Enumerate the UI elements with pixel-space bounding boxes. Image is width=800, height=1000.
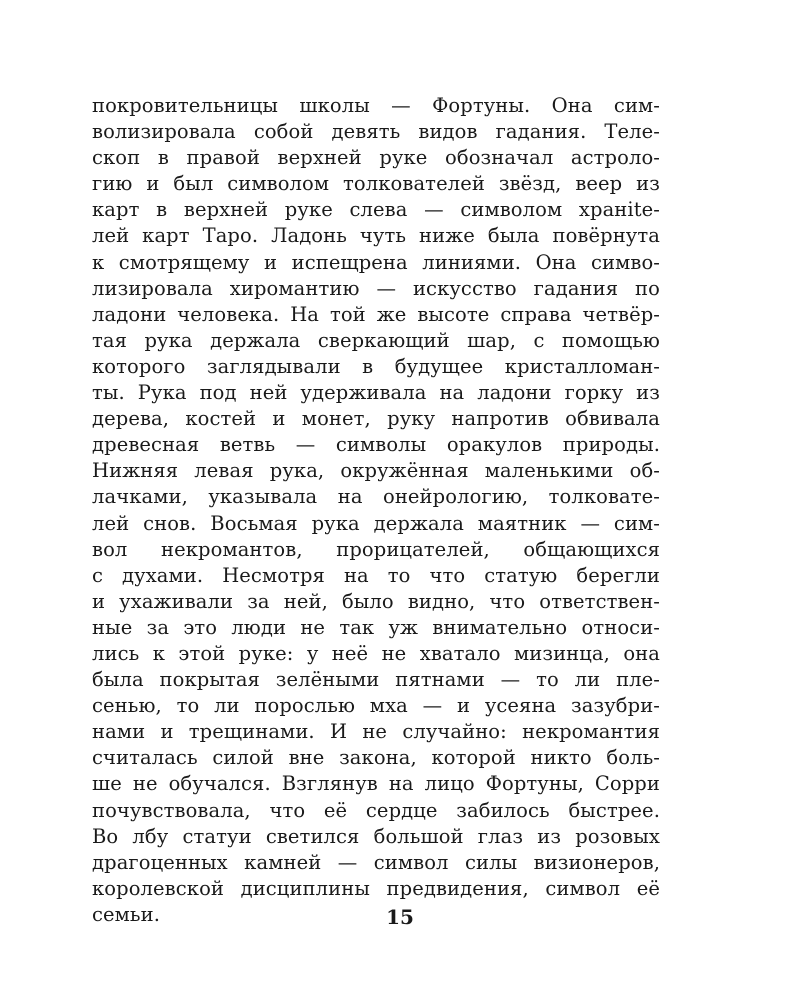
page-number: 15 xyxy=(386,905,414,929)
text-line: ладони человека. На той же высоте справа четвёр- xyxy=(92,302,660,326)
text-line: сенью, то ли порослью мха — и усеяна зазубри- xyxy=(92,694,660,718)
text-line: драгоценных камней — символ силы визионеров, xyxy=(92,850,660,874)
text-line: лей карт Таро. Ладонь чуть ниже была повёрнута xyxy=(92,224,660,248)
text-line: Нижняя левая рука, окружённая маленькими об- xyxy=(92,459,660,483)
text-line: ные за это люди не так уж внимательно относи- xyxy=(92,615,660,639)
text-line: Во лбу статуи светился большой глаз из розовых xyxy=(92,824,660,848)
text-line: тая рука держала сверкающий шар, с помощью xyxy=(92,328,660,352)
text-line: лизировала хиромантию — искусство гадания по xyxy=(92,276,660,300)
text-line: дерева, костей и монет, руку напротив обвивала xyxy=(92,407,660,431)
text-line: с духами. Несмотря на то что статую берегли xyxy=(92,563,660,587)
text-line: нами и трещинами. И не случайно: некромантия xyxy=(92,720,660,744)
text-line: и ухаживали за ней, было видно, что ответствен- xyxy=(92,589,660,613)
text-line: карт в верхней руке слева — символом хранite- xyxy=(92,198,660,222)
text-line: покровительницы школы — Фортуны. Она сим- xyxy=(92,94,660,117)
text-line: древесная ветвь — символы оракулов природы. xyxy=(92,433,660,457)
text-line: которого заглядывали в будущее кристалломан- xyxy=(92,354,660,378)
text-line: почувствовала, что её сердце забилось быстрее. xyxy=(92,798,660,822)
text-line: вол некромантов, прорицателей, общающихся xyxy=(92,537,660,561)
text-line: скоп в правой верхней руке обозначал астроло- xyxy=(92,146,660,170)
text-line: ше не обучался. Взглянув на лицо Фортуны, Сорри xyxy=(92,772,660,796)
text-line: лей снов. Восьмая рука держала маятник — сим- xyxy=(92,511,660,535)
text-line: считалась силой вне закона, которой никто боль- xyxy=(92,746,660,770)
text-line: семьи. xyxy=(92,902,161,926)
text-line: лачками, указывала на онейрологию, толковате- xyxy=(92,485,660,509)
body-text xyxy=(92,93,660,928)
text-line: лись к этой руке: у неё не хватало мизинца, она xyxy=(92,641,660,665)
text-line: королевской дисциплины предвидения, символ её xyxy=(92,876,660,900)
text-line: волизировала собой девять видов гадания. Теле- xyxy=(92,120,660,144)
text-line: гию и был символом толкователей звёзд, веер из xyxy=(92,172,660,196)
text-line: была покрытая зелёными пятнами — то ли пле- xyxy=(92,668,660,692)
text-line: к смотрящему и испещрена линиями. Она симво- xyxy=(92,250,660,274)
text-line: ты. Рука под ней удерживала на ладони горку из xyxy=(92,381,660,405)
